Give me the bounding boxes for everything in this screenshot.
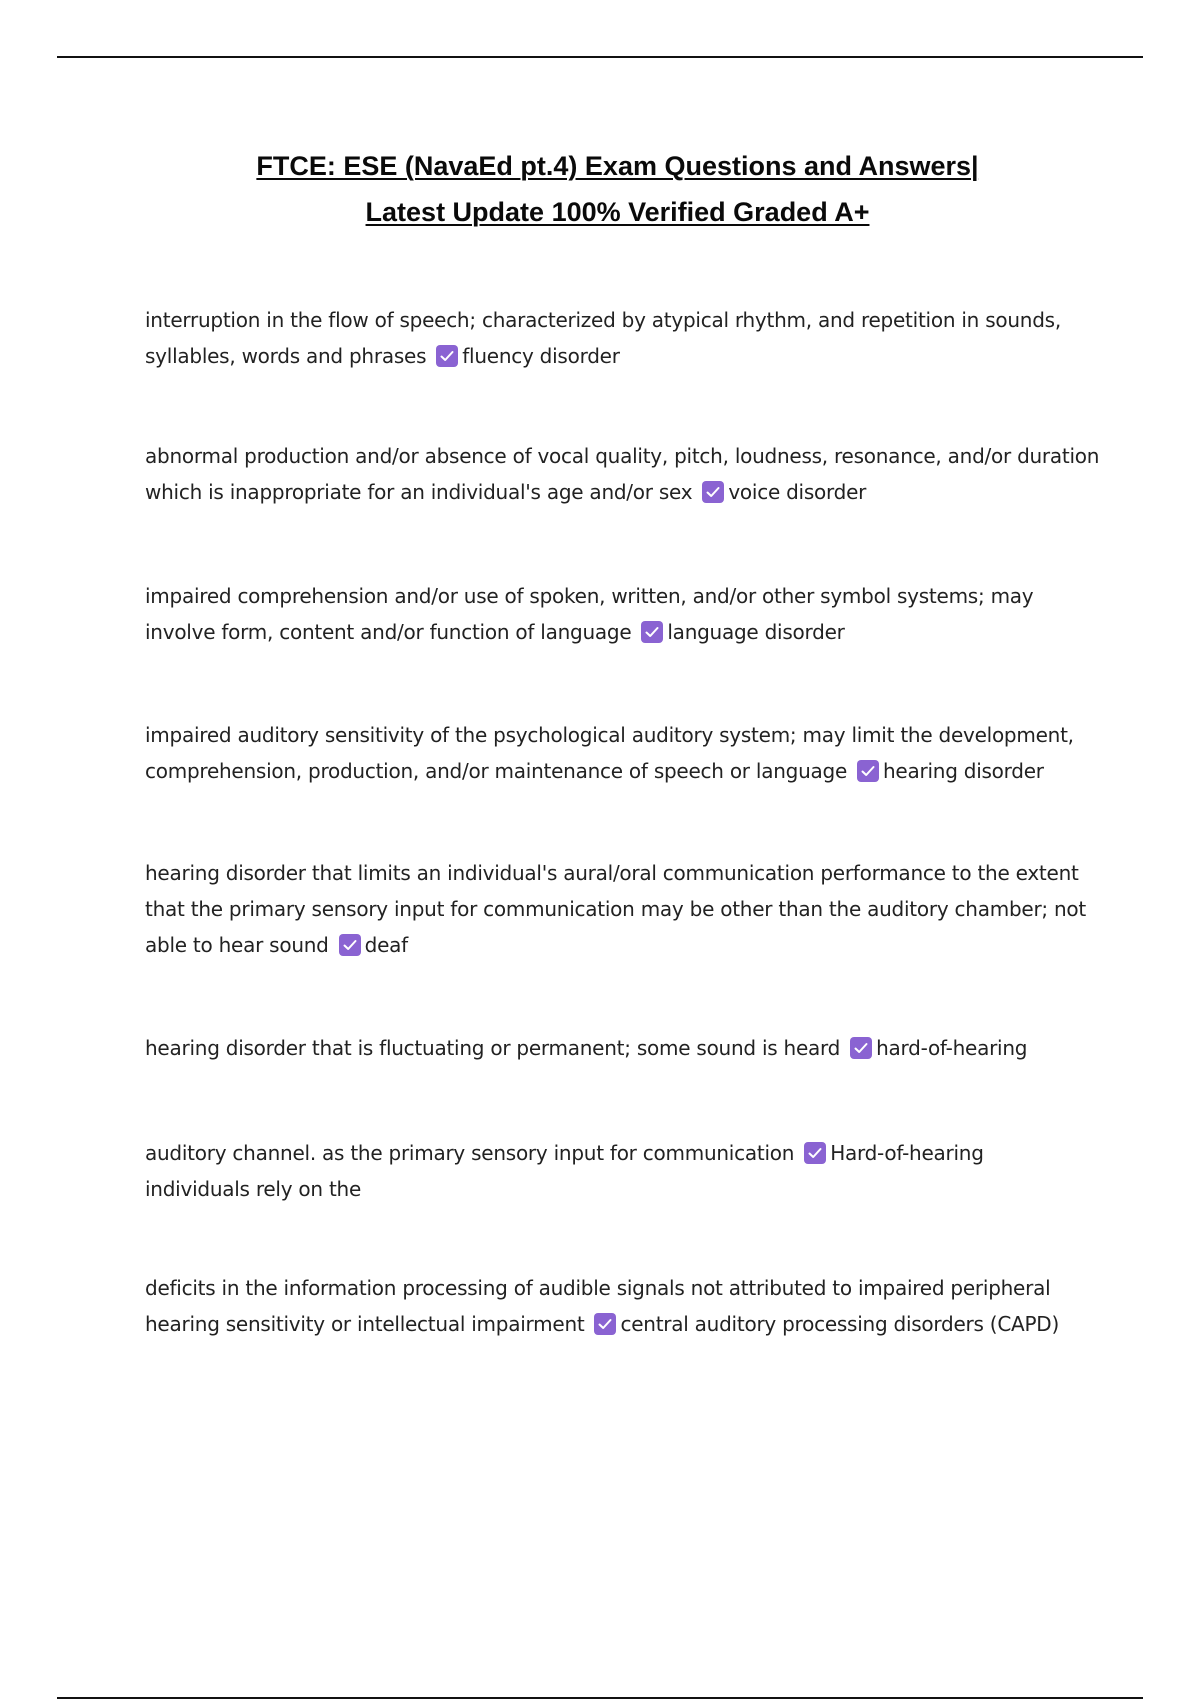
question-text: deficits in the information processing of audible signals not attributed to impaired peripheral hearing sensitivity or intellectual impairment <box>145 1276 1051 1336</box>
question-text: interruption in the flow of speech; characterized by atypical rhythm, and repetition in sounds, syllables, words and phrases <box>145 308 1061 368</box>
answer-text: language disorder <box>667 620 845 644</box>
qa-item-7 <box>145 1135 1105 1207</box>
answer-text: fluency disorder <box>462 344 620 368</box>
checkbox-checked-icon <box>804 1142 826 1164</box>
checkbox-checked-icon <box>702 481 724 503</box>
question-text: hearing disorder that limits an individual's aural/oral communication performance to the extent that the primary sensory input for communication may be other than the auditory chamber; not able to hear sound <box>145 861 1087 957</box>
question-trailing-text: individuals rely on the <box>145 1177 362 1201</box>
question-text: impaired comprehension and/or use of spoken, written, and/or other symbol systems; may involve form, content and/or function of language <box>145 584 1034 644</box>
qa-item-6 <box>145 1030 1105 1066</box>
checkbox-checked-icon <box>641 621 663 643</box>
qa-item-4 <box>145 717 1105 789</box>
answer-text: Hard-of-hearing <box>830 1141 984 1165</box>
question-text: hearing disorder that is fluctuating or permanent; some sound is heard <box>145 1036 841 1060</box>
answer-text: central auditory processing disorders (CAPD) <box>620 1312 1059 1336</box>
answer-text: voice disorder <box>728 480 867 504</box>
title-line-2: Latest Update 100% Verified Graded A+ <box>365 197 870 227</box>
qa-item-2 <box>145 438 1105 510</box>
title-line-1: FTCE: ESE (NavaEd pt.4) Exam Questions and Answers| <box>256 151 979 181</box>
top-rule <box>57 56 1143 58</box>
question-text: impaired auditory sensitivity of the psychological auditory system; may limit the development, comprehension, production, and/or maintenance of speech or language <box>145 723 1074 783</box>
bottom-rule <box>57 1697 1143 1699</box>
page-title <box>150 143 1085 235</box>
question-text: abnormal production and/or absence of vocal quality, pitch, loudness, resonance, and/or duration which is inappropriate for an individual's age and/or sex <box>145 444 1100 504</box>
checkbox-checked-icon <box>339 934 361 956</box>
qa-item-1 <box>145 302 1105 374</box>
answer-text: deaf <box>364 933 408 957</box>
answer-text: hard-of-hearing <box>876 1036 1028 1060</box>
qa-item-8 <box>145 1270 1105 1342</box>
checkbox-checked-icon <box>857 760 879 782</box>
question-text: auditory channel. as the primary sensory input for communication <box>145 1141 795 1165</box>
checkbox-checked-icon <box>436 345 458 367</box>
checkbox-checked-icon <box>850 1037 872 1059</box>
qa-item-3 <box>145 578 1105 650</box>
qa-item-5 <box>145 855 1105 963</box>
answer-text: hearing disorder <box>883 759 1044 783</box>
checkbox-checked-icon <box>594 1313 616 1335</box>
